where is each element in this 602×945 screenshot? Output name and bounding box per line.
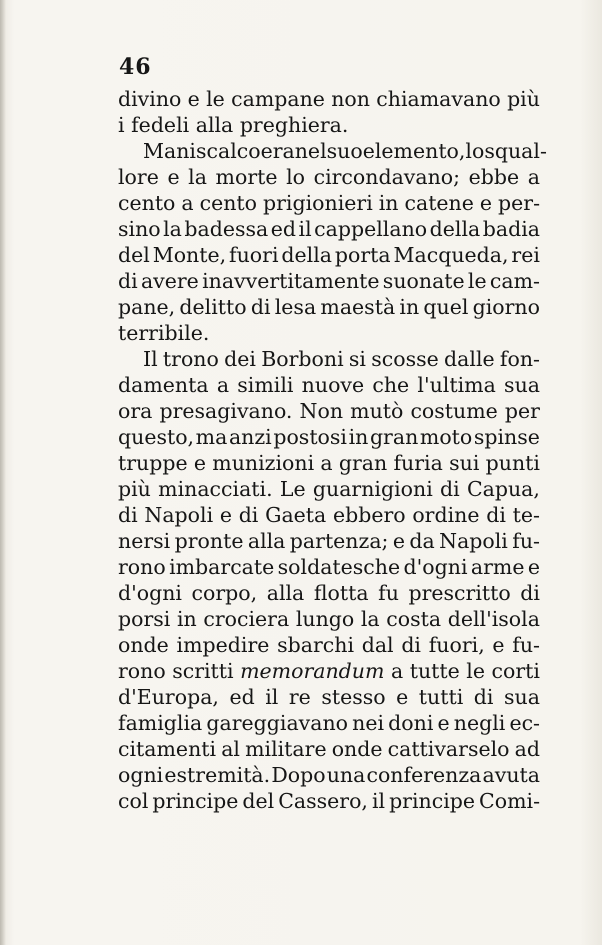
word: fuori bbox=[229, 243, 279, 267]
word: gran bbox=[338, 451, 388, 475]
text-line bbox=[118, 138, 547, 164]
word: col bbox=[118, 789, 149, 813]
word: in bbox=[378, 191, 399, 215]
word: alla bbox=[247, 529, 286, 553]
word: al bbox=[221, 737, 240, 761]
word: a bbox=[527, 165, 540, 189]
text-line bbox=[118, 216, 540, 242]
word: flotta bbox=[313, 581, 369, 605]
word: cattivarselo bbox=[387, 737, 510, 761]
word: e bbox=[492, 633, 505, 657]
word: principe bbox=[152, 789, 239, 813]
word: d'ogni bbox=[118, 581, 182, 605]
word: onde bbox=[331, 737, 383, 761]
text-line bbox=[118, 502, 540, 528]
word: porsi bbox=[118, 607, 171, 631]
word: damenta bbox=[118, 373, 209, 397]
word: d'Europa, bbox=[118, 685, 219, 709]
word: le bbox=[206, 87, 225, 111]
text-line bbox=[118, 632, 540, 658]
word: del bbox=[242, 789, 275, 813]
word: a bbox=[181, 191, 194, 215]
word: fedeli bbox=[131, 113, 190, 137]
word: sua bbox=[503, 685, 540, 709]
word: Il bbox=[143, 347, 158, 371]
word: crociera bbox=[203, 607, 290, 631]
word: la bbox=[360, 607, 380, 631]
word: rono bbox=[118, 659, 166, 683]
word: nei bbox=[352, 711, 385, 735]
word: costa bbox=[386, 607, 442, 631]
word: conferenza bbox=[366, 763, 482, 787]
word: i bbox=[118, 113, 125, 137]
word: cam- bbox=[489, 269, 540, 293]
word: Borboni bbox=[261, 347, 344, 371]
word: in bbox=[176, 607, 197, 631]
word: la bbox=[188, 165, 207, 189]
word: per- bbox=[498, 191, 540, 215]
word: era bbox=[260, 139, 295, 163]
word: Napoli bbox=[144, 503, 214, 527]
word: sui bbox=[449, 451, 480, 475]
page-number: 46 bbox=[119, 54, 152, 80]
text-line bbox=[118, 554, 540, 580]
word: squal- bbox=[484, 139, 547, 163]
word: le bbox=[467, 269, 487, 293]
word: di bbox=[401, 633, 421, 657]
text-line bbox=[118, 424, 540, 450]
word: Comi- bbox=[479, 789, 540, 813]
word: simili bbox=[237, 373, 294, 397]
word: moto bbox=[419, 425, 473, 449]
word: nel bbox=[294, 139, 327, 163]
word: e bbox=[479, 191, 493, 215]
word: morte bbox=[215, 165, 278, 189]
word: fu- bbox=[512, 633, 540, 657]
word: sino bbox=[118, 217, 161, 241]
word: fu- bbox=[512, 529, 540, 553]
word: lungo bbox=[295, 607, 355, 631]
word: onde bbox=[118, 633, 169, 657]
word: fuori, bbox=[428, 633, 485, 657]
word: principe bbox=[389, 789, 476, 813]
word: Capua, bbox=[466, 477, 540, 501]
word: cento bbox=[118, 191, 176, 215]
text-line bbox=[118, 684, 540, 710]
text-line bbox=[118, 450, 540, 476]
text-line bbox=[118, 268, 540, 294]
word: nersi bbox=[118, 529, 171, 553]
word: fu bbox=[378, 581, 399, 605]
word: negli bbox=[453, 711, 506, 735]
word: della bbox=[429, 217, 481, 241]
word: lo bbox=[465, 139, 485, 163]
word: il bbox=[371, 789, 386, 813]
text-line bbox=[118, 736, 540, 762]
word: cento bbox=[199, 191, 258, 215]
word: te- bbox=[512, 503, 540, 527]
text-line bbox=[118, 112, 540, 138]
word: di bbox=[473, 685, 494, 709]
word: ebbero bbox=[332, 503, 406, 527]
word: munizioni bbox=[212, 451, 315, 475]
word: e bbox=[396, 685, 409, 709]
page-edge bbox=[0, 0, 6, 945]
word: dal bbox=[361, 633, 394, 657]
word: imbarcate bbox=[169, 555, 275, 579]
word: pane, bbox=[118, 295, 176, 319]
text-line bbox=[118, 190, 540, 216]
text-line bbox=[118, 580, 540, 606]
word: suonate bbox=[382, 269, 465, 293]
word: e bbox=[167, 165, 180, 189]
word: una bbox=[326, 763, 366, 787]
word: badessa bbox=[184, 217, 269, 241]
word: quel bbox=[423, 295, 469, 319]
word: non bbox=[331, 87, 370, 111]
word: per bbox=[504, 399, 540, 423]
word: suo bbox=[326, 139, 363, 163]
word: lo bbox=[286, 165, 305, 189]
word: Cassero, bbox=[278, 789, 368, 813]
word: tutti bbox=[418, 685, 464, 709]
word: in bbox=[348, 425, 369, 449]
word: elemento, bbox=[362, 139, 466, 163]
word: più bbox=[118, 477, 151, 501]
word: circondavano; bbox=[313, 165, 461, 189]
word: da bbox=[409, 529, 435, 553]
word: Monte, bbox=[152, 243, 227, 267]
word: badia bbox=[482, 217, 540, 241]
word: del bbox=[118, 243, 150, 267]
word: di bbox=[520, 581, 540, 605]
word: di bbox=[250, 295, 271, 319]
word: giorno bbox=[472, 295, 540, 319]
word: questo, bbox=[118, 425, 195, 449]
word: più bbox=[507, 87, 540, 111]
word: l'ultima bbox=[417, 373, 496, 397]
word: gareggiavano bbox=[206, 711, 349, 735]
word: famiglia bbox=[118, 711, 203, 735]
word: Gaeta bbox=[265, 503, 327, 527]
word: pronte bbox=[174, 529, 244, 553]
text-line bbox=[118, 294, 540, 320]
word: a bbox=[216, 373, 230, 397]
word: cappellano bbox=[314, 217, 428, 241]
text-line bbox=[118, 346, 540, 372]
word: le bbox=[466, 659, 485, 683]
word: dalle bbox=[444, 347, 495, 371]
word: Non bbox=[299, 399, 344, 423]
word: Napoli bbox=[439, 529, 508, 553]
word: tutte bbox=[409, 659, 460, 683]
word: il bbox=[265, 685, 279, 709]
word: in bbox=[399, 295, 420, 319]
word: scritti bbox=[172, 659, 234, 683]
word: punti bbox=[485, 451, 540, 475]
word: prescritto bbox=[408, 581, 511, 605]
text-line bbox=[118, 528, 540, 554]
word: terribile. bbox=[118, 321, 210, 345]
word: Dopo bbox=[271, 763, 326, 787]
word: impedire bbox=[176, 633, 270, 657]
word: campane bbox=[231, 87, 325, 111]
word: furia bbox=[393, 451, 443, 475]
word: ora bbox=[118, 399, 153, 423]
word: postosi bbox=[273, 425, 347, 449]
word: estremità. bbox=[164, 763, 271, 787]
text-line bbox=[118, 86, 540, 112]
word: catene bbox=[404, 191, 474, 215]
word: Macqueda, bbox=[393, 243, 509, 267]
text-line bbox=[118, 606, 540, 632]
word: ebbe bbox=[468, 165, 520, 189]
word: trono bbox=[162, 347, 219, 371]
word: di bbox=[440, 477, 460, 501]
word: e bbox=[527, 555, 540, 579]
word: che bbox=[372, 373, 410, 397]
word: ad bbox=[514, 737, 540, 761]
word: sua bbox=[504, 373, 540, 397]
word: fon- bbox=[499, 347, 540, 371]
word: corpo, bbox=[191, 581, 258, 605]
word: minacciati. bbox=[158, 477, 273, 501]
word: scosse bbox=[371, 347, 439, 371]
text-line bbox=[118, 372, 540, 398]
word: e bbox=[219, 503, 232, 527]
word: a bbox=[320, 451, 333, 475]
word: mutò bbox=[350, 399, 404, 423]
text-line bbox=[118, 164, 540, 190]
word: della bbox=[281, 243, 332, 267]
word: lesa bbox=[274, 295, 317, 319]
body-text bbox=[118, 86, 547, 814]
text-line bbox=[118, 788, 540, 814]
word: maestà bbox=[320, 295, 396, 319]
word: dell'isola bbox=[447, 607, 540, 631]
text-line bbox=[118, 242, 540, 268]
word: porta bbox=[334, 243, 391, 267]
word: doni bbox=[388, 711, 434, 735]
word: citamenti bbox=[118, 737, 217, 761]
word: guarnigioni bbox=[312, 477, 433, 501]
text-line bbox=[118, 710, 540, 736]
word: costume bbox=[410, 399, 498, 423]
word: ogni bbox=[118, 763, 164, 787]
word: Maniscalco bbox=[143, 139, 261, 163]
word: nuove bbox=[301, 373, 365, 397]
word: di bbox=[238, 503, 259, 527]
word: di bbox=[486, 503, 506, 527]
word: anzi bbox=[228, 425, 272, 449]
word: divino bbox=[118, 87, 182, 111]
word: soldatesche bbox=[277, 555, 401, 579]
text-line bbox=[118, 398, 540, 424]
word: chiamavano bbox=[376, 87, 501, 111]
word: stesso bbox=[321, 685, 386, 709]
text-line bbox=[118, 658, 540, 684]
word: presagivano. bbox=[159, 399, 293, 423]
word: avere bbox=[140, 269, 199, 293]
word: e bbox=[187, 87, 200, 111]
word: e bbox=[193, 451, 207, 475]
word: sbarchi bbox=[277, 633, 354, 657]
word-italic: memorandum bbox=[240, 659, 385, 683]
word: di bbox=[118, 503, 138, 527]
word: ec- bbox=[509, 711, 540, 735]
text-line bbox=[118, 320, 540, 346]
word: avuta bbox=[482, 763, 540, 787]
word: inavvertitamente bbox=[202, 269, 380, 293]
word: alla bbox=[266, 581, 305, 605]
word: a bbox=[390, 659, 404, 683]
word: militare bbox=[245, 737, 327, 761]
word: la bbox=[163, 217, 182, 241]
word: rei bbox=[511, 243, 540, 267]
text-line bbox=[118, 762, 540, 788]
word: ed bbox=[270, 217, 297, 241]
word: arme bbox=[470, 555, 525, 579]
word: e bbox=[392, 529, 405, 553]
word: ed bbox=[229, 685, 255, 709]
word: di bbox=[118, 269, 138, 293]
word: lore bbox=[118, 165, 159, 189]
word: il bbox=[298, 217, 312, 241]
word: partenza; bbox=[289, 529, 389, 553]
word: d'ogni bbox=[403, 555, 468, 579]
word: truppe bbox=[118, 451, 188, 475]
word: prigionieri bbox=[263, 191, 373, 215]
text-line bbox=[118, 476, 540, 502]
word: dei bbox=[224, 347, 256, 371]
word: alla bbox=[195, 113, 234, 137]
word: ma bbox=[195, 425, 228, 449]
word: delitto bbox=[179, 295, 247, 319]
word: si bbox=[348, 347, 366, 371]
word: corti bbox=[491, 659, 540, 683]
word: e bbox=[437, 711, 450, 735]
word: rono bbox=[118, 555, 166, 579]
word: gran bbox=[369, 425, 419, 449]
word: preghiera. bbox=[239, 113, 349, 137]
word: Le bbox=[279, 477, 306, 501]
word: spinse bbox=[473, 425, 540, 449]
word: ordine bbox=[412, 503, 480, 527]
word: re bbox=[288, 685, 311, 709]
